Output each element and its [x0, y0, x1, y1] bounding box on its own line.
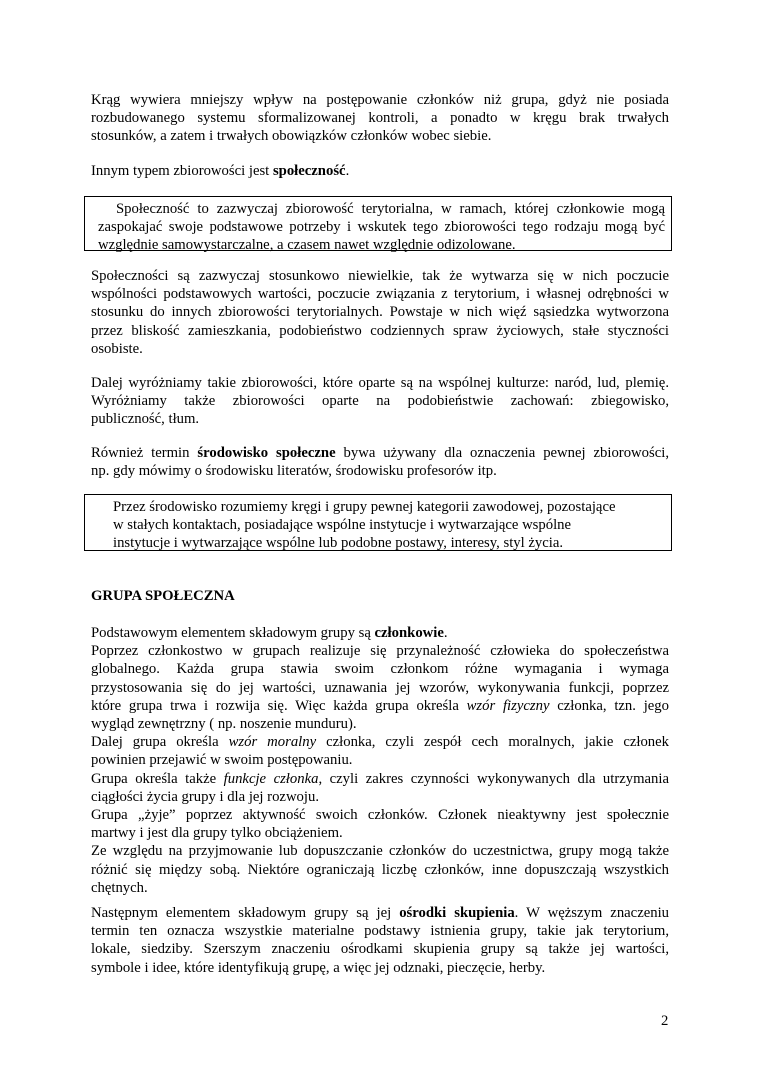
text-line: wygląd zewnętrzny ( np. noszenie munduru). — [91, 716, 357, 733]
bold-term: ośrodki skupienia — [399, 905, 515, 921]
text-line: przez bliskość zamieszkania, podobieństwo codziennych spraw życiowych, stałe styczności — [91, 322, 669, 339]
text-line: ciągłości życia grupy i dla jej rozwoju. — [91, 788, 319, 805]
text-line: symbole i idee, które identyfikują grupę, a więc jej odznaki, pieczęcie, herby. — [91, 959, 546, 976]
paragraph-krag — [91, 91, 669, 146]
text-line: Innym typem zbiorowości jest społeczność. — [91, 163, 350, 179]
text-line: rozbudowanego systemu sformalizowanej kontroli, a ponadto w kręgu brak trwałych — [91, 110, 669, 127]
text-line: martwy i jest dla grupy tylko obciążeniem. — [91, 825, 343, 842]
text-line: chętnych. — [91, 879, 148, 896]
text-line: np. gdy mówimy o środowisku literatów, środowisku profesorów itp. — [91, 463, 497, 480]
paragraph-czlonkowie — [91, 624, 669, 897]
text-line: zaspokajać swoje podstawowe potrzeby i wskutek tego zbiorowości tego rodzaju mogą być — [98, 219, 665, 236]
text-line: Grupa określa także funkcje członka, czyli zakres czynności wykonywanych dla utrzymania — [91, 770, 669, 787]
text-line: Również termin środowisko społeczne bywa używany dla oznaczenia pewnej zbiorowości, — [91, 445, 669, 461]
paragraph-osrodki — [91, 904, 669, 977]
text-line: Dalej grupa określa wzór moralny członka, czyli zespół cech moralnych, jakie członek — [91, 734, 669, 751]
definition-box-spolecznosc — [84, 196, 672, 254]
definition-box-srodowisko — [84, 494, 672, 551]
text-line: Wyróżniamy także zbiorowości oparte na podobieństwie zachowań: zbiegowisko, — [91, 393, 669, 410]
text-line: wspólności podstawowych wartości, poczucie związania z terytorium, i własnej odrębności w — [91, 286, 669, 303]
text-line: Dalej wyróżniamy takie zbiorowości, które oparte są na wspólnej kulturze: naród, lud, plemię. — [91, 375, 669, 391]
text-line: osobiste. — [91, 340, 143, 357]
bold-term: środowisko społeczne — [197, 445, 336, 461]
text-line: publiczność, tłum. — [91, 411, 200, 428]
definition-text — [98, 200, 665, 255]
text-line: względnie samowystarczalne, a czasem nawet względnie odizolowane. — [98, 237, 516, 254]
paragraph-kultura — [91, 374, 669, 429]
text-line: Poprzez członkostwo w grupach realizuje się przynależność człowieka do społeczeństwa — [91, 643, 669, 660]
paragraph-spolecznosci — [91, 267, 669, 358]
italic-term: wzór moralny — [228, 734, 317, 751]
text-line: termin ten oznacza wszystkie materialne podstawy istnienia grupy, takie jak terytorium, — [91, 923, 669, 940]
text-line: różnić się między sobą. Niektóre ograniczają liczbę członków, inne dopuszczają wszystkich — [91, 861, 669, 878]
text-line: Przez środowisko rozumiemy kręgi i grupy pewnej kategorii zawodowej, pozostające — [113, 499, 616, 515]
italic-term: wzór fizyczny — [466, 697, 550, 714]
text-line: w stałych kontaktach, posiadające wspólne instytucje i wytwarzające wspólne — [113, 517, 572, 534]
text-line: Społeczności są zazwyczaj stosunkowo niewielkie, tak że wytwarza się w nich poczucie — [91, 268, 669, 284]
paragraph-srodowisko — [91, 444, 669, 480]
page-number: 2 — [661, 1013, 669, 1029]
text-line: instytucje i wytwarzające wspólne lub podobne postawy, interesy, styl życia. — [113, 535, 564, 552]
text-line: stosunku do innych zbiorowości terytorialnych. Powstaje w nich więź sąsiedzka wytworzona — [91, 304, 669, 321]
section-heading — [91, 587, 669, 605]
text-line: lokale, siedziby. Szerszym znaczeniu ośrodkami skupienia grupy są także jej wartości, — [91, 941, 669, 958]
heading-text: GRUPA SPOŁECZNA — [91, 588, 235, 604]
text-line: Następnym elementem składowym grupy są jej ośrodki skupienia. W węższym znaczeniu — [91, 905, 670, 921]
text-line: które grupa trwa i rozwija się. Więc każda grupa określa wzór fizyczny członka, tzn. jego — [91, 697, 669, 714]
definition-text — [113, 498, 659, 553]
text-line: Krąg wywiera mniejszy wpływ na postępowanie członków niż grupa, gdyż nie posiada — [91, 92, 669, 108]
italic-term: funkcje członka — [223, 770, 319, 787]
text-line: stosunków, a zatem i trwałych obowiązków członków wobec siebie. — [91, 128, 492, 145]
text-line: przystosowania się do jej wartości, uznawania jej wzorów, wykonywania funkcji, poprzez — [91, 679, 669, 696]
text-line: globalnego. Każda grupa stawia swoim członkom różne wymagania i wymaga — [91, 661, 669, 678]
paragraph-spolecznosc-intro — [91, 162, 669, 180]
bold-term: społeczność — [272, 163, 346, 179]
text-line: powinien przejawić w swoim postępowaniu. — [91, 752, 353, 769]
bold-term: członkowie — [374, 625, 444, 641]
text-line: Ze względu na przyjmowanie lub dopuszczanie członków do uczestnictwa, grupy mogą także — [91, 843, 669, 860]
text-line: Grupa „żyje” poprzez aktywność swoich członków. Członek nieaktywny jest społecznie — [91, 807, 669, 824]
text-line: Społeczność to zazwyczaj zbiorowość terytorialna, w ramach, której członkowie mogą — [116, 201, 665, 217]
text-line: Podstawowym elementem składowym grupy są członkowie. — [91, 625, 448, 641]
